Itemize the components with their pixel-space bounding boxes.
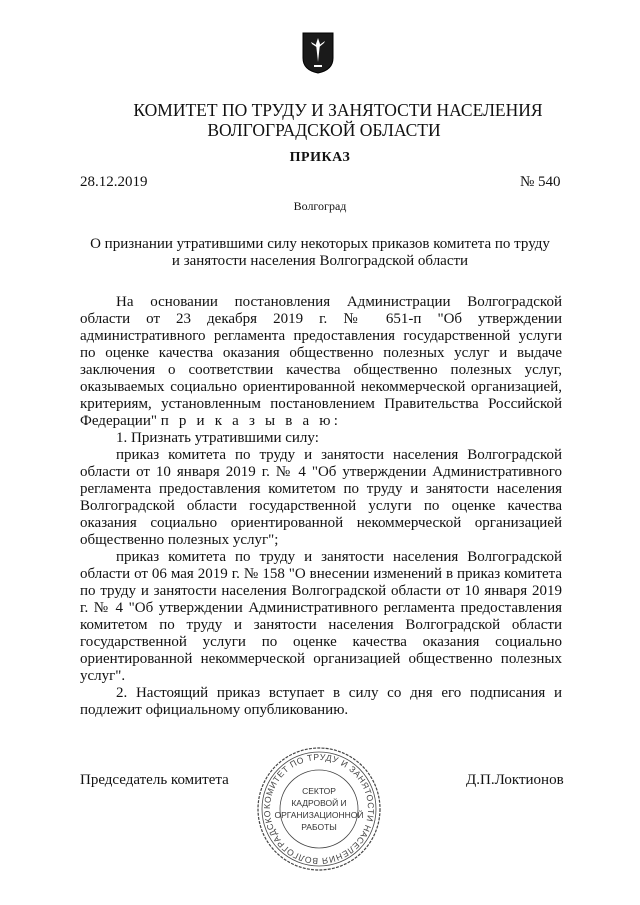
document-type: ПРИКАЗ <box>289 150 351 165</box>
org-name-line2: ВОЛГОГРАДСКОЙ ОБЛАСТИ <box>207 120 441 140</box>
coat-of-arms-icon <box>302 32 334 74</box>
item-1-b: приказ комитета по труду и занятости населения Волгоградской области от 06 мая 2019 г. № 158 "О внесении изменений в приказ комитета по труду и занятости населения Волгоградской области от 10 января 2019 г. № 4 "Об утверждении Административного регламента предоставления комитетом по труду и занятости населения Волгоградской области государственной услуги по оценке качества оказания социально ориентированной некоммерческой организацией общественно полезных услуг". <box>80 549 562 684</box>
orders-word: п р и к а з ы в а ю: <box>160 413 342 429</box>
stamp-center-line2: КАДРОВОЙ И <box>291 798 347 808</box>
signatory-position: Председатель комитета <box>80 772 229 788</box>
document-number: № 540 <box>520 174 561 190</box>
signatory-name: Д.П.Локтионов <box>466 772 564 788</box>
official-stamp <box>256 746 382 872</box>
stamp-center-line3: ОРГАНИЗАЦИОННОЙ <box>274 810 364 820</box>
item-1-a: приказ комитета по труду и занятости населения Волгоградской области от 10 января 2019 г. № 4 "Об утверждении Административного регламента предоставления комитетом по труду и занятости населения Волгоградской области государственной услуги по оценке качества оказания социально ориентированной некоммерческой организацией общественно полезных услуг"; <box>80 447 562 548</box>
document-date: 28.12.2019 <box>80 174 148 190</box>
title-line2: и занятости населения Волгоградской области <box>171 253 469 269</box>
org-name-line1: КОМИТЕТ ПО ТРУДУ И ЗАНЯТОСТИ НАСЕЛЕНИЯ <box>133 100 543 120</box>
document-city: Волгоград <box>293 199 347 213</box>
body-preamble <box>80 294 562 430</box>
stamp-ring-text: КОМИТЕТ ПО ТРУДУ И ЗАНЯТОСТИ НАСЕЛЕНИЯ ВОЛГОГРАДСКО <box>261 751 377 867</box>
preamble-text: На основании постановления Администрации Волгоградской области от 23 декабря 2019 г. № 651-п "Об утверждении административного регламента предоставления государственной услуги по оценке качества оказания общественно полезных услуг и выдаче заключения о соответствии качества общественно полезных услуг, оказываемых социально ориентированной некоммерческой организацией, критериям, установленным постановлением Правительства Российской Федерации" <box>80 294 562 429</box>
title-line1: О признании утратившими силу некоторых приказов комитета по труду <box>90 236 550 252</box>
item-1: 1. Признать утратившими силу: <box>116 430 319 446</box>
stamp-center-line4: РАБОТЫ <box>301 822 337 832</box>
document-title <box>80 236 560 270</box>
document-body <box>80 294 562 719</box>
item-2: 2. Настоящий приказ вступает в силу со дня его подписания и подлежит официальному опубликованию. <box>80 685 562 718</box>
stamp-center-line1: СЕКТОР <box>302 786 336 796</box>
